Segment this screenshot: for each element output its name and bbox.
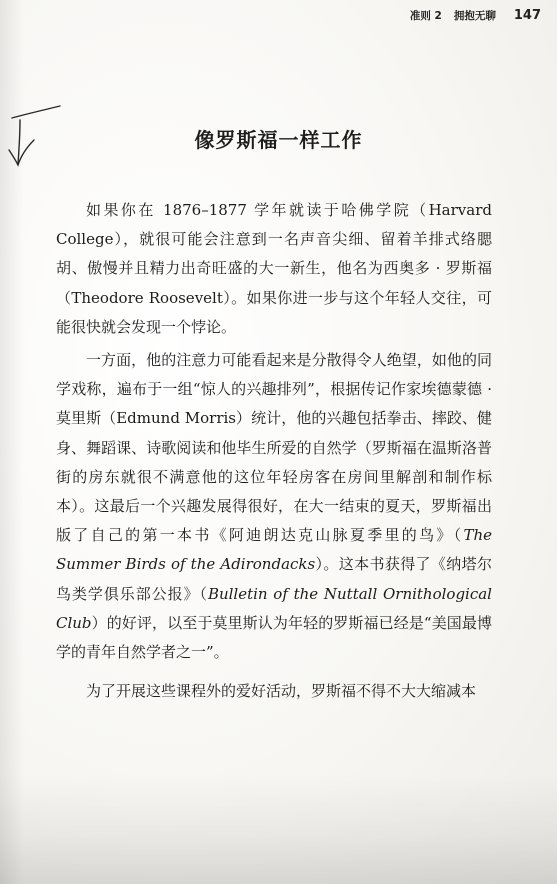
italic-title-text: Bulletin of the Nuttall Ornithological Club: [56, 584, 492, 632]
header-section-title: 拥抱无聊: [453, 10, 496, 22]
text-run: ）的好评，以至于莫里斯认为年轻的罗斯福已经是“美国最博学的青年自然学者之一”。: [56, 613, 492, 662]
text-run: 如果你在 1876–1877 学年就读于哈佛学院（Harvard College），就很可能会注意到一名声音尖细、留着羊排式络腮胡、傲慢并且精力出奇旺盛的大一新生，他名为西奥多 · 罗斯福（Theodore Roosevelt）。如果你进一步与这个年轻人交往，可能很快就会发现一个悖论。: [56, 201, 492, 336]
text-run: 一方面，他的注意力可能看起来是分散得令人绝望，如他的同学戏称，遍布于一组“惊人的兴趣排列”，根据传记作家埃德蒙德 · 莫里斯（Edmund Morris）统计，他的兴趣包括拳击、摔跤、健身、舞蹈课、诗歌阅读和他毕生所爱的自然学（罗斯福在温斯洛普街的房东就很不满意他的这位年轻房客在房间里解剖和制作标本）。这最后一个兴趣发展得很好，在大一结束的夏天，罗斯福出版了自己的第一本书《阿迪朗达克山脉夏季里的鸟》（: [56, 351, 492, 545]
header-chapter: 准则 2: [409, 10, 442, 22]
paragraph: [56, 196, 492, 342]
running-header: [410, 8, 541, 23]
paragraph: [56, 346, 492, 667]
page-curl-shadow: [0, 774, 557, 884]
page-number: 147: [513, 8, 541, 23]
text-run: ）。这本书获得了《纳塔尔鸟类学俱乐部公报》（: [56, 555, 492, 603]
text-run: 为了开展这些课程外的爱好活动，罗斯福不得不大大缩减本: [86, 682, 477, 701]
italic-title-text: The Summer Birds of the Adirondacks: [56, 526, 492, 574]
paragraph: [56, 677, 492, 706]
body-text: [56, 196, 492, 706]
section-title: 像罗斯福一样工作: [194, 128, 363, 152]
